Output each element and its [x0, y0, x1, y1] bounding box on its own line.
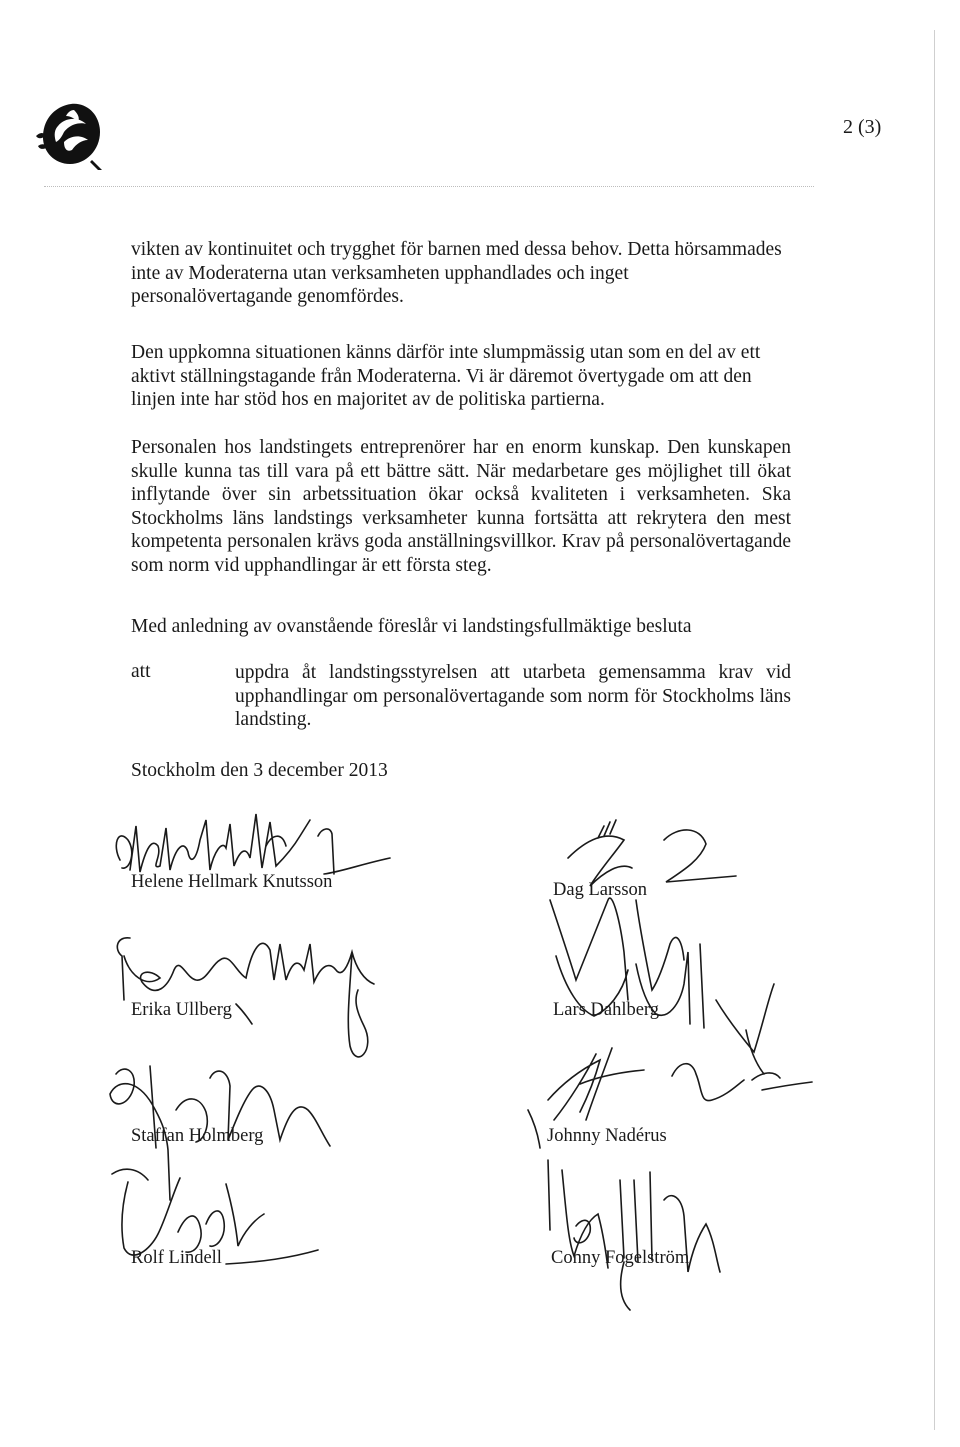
date-line: Stockholm den 3 december 2013 [131, 760, 388, 781]
signatory-name: Erika Ullberg [131, 1000, 232, 1020]
signatory-name: Rolf Lindell [131, 1248, 222, 1268]
signatory-name: Helene Hellmark Knutsson [131, 872, 333, 892]
proposal-intro: Med anledning av ovanstående föreslår vi landstingsfullmäktige besluta [131, 616, 692, 637]
signature-larsson [550, 820, 736, 1000]
page-number: 2 (3) [843, 116, 882, 138]
att-label: att [131, 661, 151, 682]
body-paragraph-1: vikten av kontinuitet och trygghet för barnen med dessa behov. Detta hörsammades inte av Moderaterna utan verksamheten upphandlades och inget personalövertagande genomfördes. [131, 239, 782, 307]
signatory-name: Lars Dahlberg [553, 1000, 659, 1020]
signature-fogelstrom [548, 1160, 720, 1310]
signature-knutsson [116, 814, 390, 874]
signatory-name: Staffan Holmberg [131, 1126, 264, 1146]
signatory-name: Johnny Nadérus [547, 1126, 667, 1146]
signature-ullberg [117, 938, 374, 1057]
signatory-name: Conny Fogelström [551, 1248, 690, 1268]
body-paragraph-2: Den uppkomna situationen känns därför inte slumpmässig utan som en del av ett aktivt ställningstagande från Moderaterna. Vi är däremot övertygade om att den linjen inte har stöd hos en majoritet av de politiska partierna. [131, 342, 761, 410]
body-paragraph-3: Personalen hos landstingets entreprenörer har en enorm kunskap. Den kunskapen skulle kunna tas till vara på ett bättre sätt. När medarbetare ges möjlighet till ökat inflytande över sin arbetssituation ökar också kvaliteten i verksamheten. Ska Stockholms läns landstings verksamheter kunna fortsätta att rekrytera den mest kompetenta personalen krävs goda anställningsvillkor. Krav på personalövertagande som norm vid upphandlingar är ett första steg. [131, 437, 791, 576]
att-clause: uppdra åt landstingsstyrelsen att utarbeta gemensamma krav vid upphandlingar om personalövertagande som norm för Stockholms läns landsting. [235, 662, 791, 730]
signatory-name: Dag Larsson [553, 880, 648, 900]
